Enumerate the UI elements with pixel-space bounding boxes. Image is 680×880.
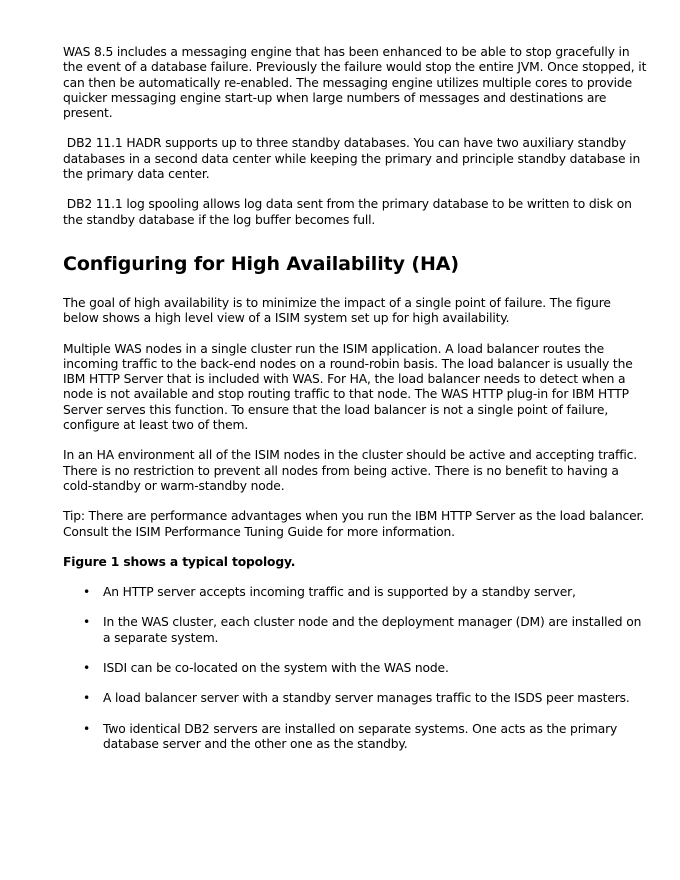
figure-caption: Figure 1 shows a typical topology. [63, 554, 296, 569]
bullet-icon: • [83, 661, 91, 676]
topology-list [63, 585, 648, 752]
list-item-text: A load balancer server with a standby server manages traffic to the ISDS peer masters. [103, 691, 630, 706]
document-page [63, 45, 648, 752]
list-item-text: Two identical DB2 servers are installed on separate systems. One acts as the primary database server and the other one as the standby. [103, 721, 618, 751]
list-item [63, 691, 648, 706]
section-heading: Configuring for High Availability (HA) [63, 252, 459, 275]
bullet-icon: • [83, 585, 91, 600]
paragraph-db2-hadr: DB2 11.1 HADR supports up to three standby databases. You can have two auxiliary standby databases in a second data center while keeping the primary and principle standby database in the primary data center. [63, 136, 644, 182]
paragraph-was-nodes: Multiple WAS nodes in a single cluster run the ISIM application. A load balancer routes the incoming traffic to the back-end nodes on a round-robin basis. The load balancer is usually the IBM HTTP Server that is included with WAS. For HA, the load balancer needs to detect when a node is not available and stop routing traffic to that node. The WAS HTTP plug-in for IBM HTTP Server serves this function. To ensure that the load balancer is not a single point of failure, configure at least two of them. [63, 341, 633, 433]
bullet-icon: • [83, 615, 91, 630]
list-item-text: In the WAS cluster, each cluster node and the deployment manager (DM) are installed on a separate system. [103, 615, 642, 645]
list-item-text: ISDI can be co-located on the system with the WAS node. [103, 661, 449, 676]
list-item [63, 615, 648, 646]
paragraph-db2-log-spooling: DB2 11.1 log spooling allows log data sent from the primary database to be written to disk on the standby database if the log buffer becomes full. [63, 197, 636, 227]
list-item [63, 661, 648, 676]
bullet-icon: • [83, 721, 91, 736]
list-item-text: An HTTP server accepts incoming traffic and is supported by a standby server, [103, 585, 576, 600]
paragraph-was-messaging: WAS 8.5 includes a messaging engine that has been enhanced to be able to stop gracefully in the event of a database failure. Previously the failure would stop the entire JVM. Once stopped, it can then be automatically re-enabled. The messaging engine utilizes multiple cores to provide quicker messaging engine start-up when large numbers of messages and destinations are present. [63, 45, 647, 121]
list-item [63, 722, 648, 753]
paragraph-tip: Tip: There are performance advantages when you run the IBM HTTP Server as the load balancer. Consult the ISIM Performance Tuning Guide for more information. [63, 509, 645, 539]
list-item [63, 585, 648, 600]
paragraph-ha-environment: In an HA environment all of the ISIM nodes in the cluster should be active and accepting traffic. There is no restriction to prevent all nodes from being active. There is no benefit to having a cold-standby or warm-standby node. [63, 448, 638, 493]
paragraph-ha-goal: The goal of high availability is to minimize the impact of a single point of failure. The figure below shows a high level view of a ISIM system set up for high availability. [63, 295, 611, 326]
bullet-icon: • [83, 691, 91, 706]
